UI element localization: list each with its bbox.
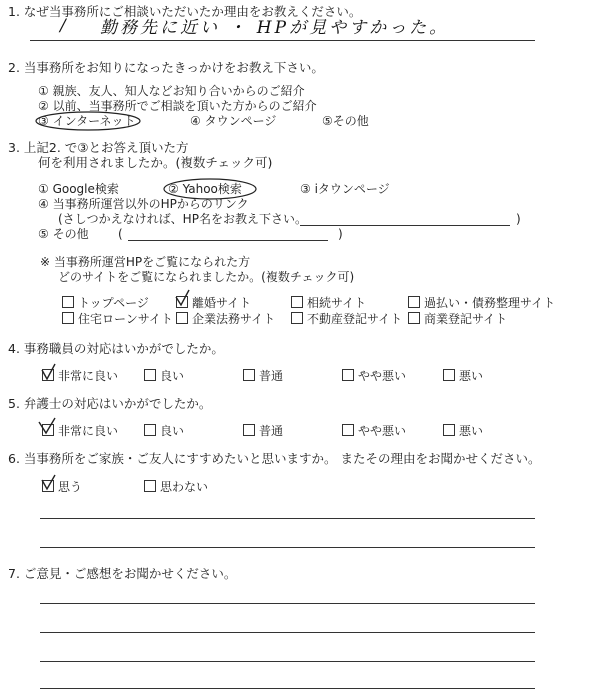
q3-question-line1: 3. 上記2. で③とお答え頂いた方 <box>8 140 189 155</box>
q3-option-yahoo: ② Yahoo検索 <box>168 182 242 196</box>
site-divorce-check <box>176 290 189 305</box>
site-divorce[interactable]: 離婚サイト <box>176 296 251 309</box>
q5-rating-very-good[interactable]: 非常に良い <box>42 424 118 437</box>
site-inheritance[interactable]: 相続サイト <box>291 296 366 309</box>
q3-option-google: ① Google検索 <box>38 182 119 196</box>
q3-question-line2: 何を利用されましたか。(複数チェック可) <box>38 155 273 170</box>
q6-option-no[interactable]: 思わない <box>144 480 208 493</box>
q5-question: 5. 弁護士の対応はいかがでしたか。 <box>8 396 212 411</box>
q3-option-5-open-paren: ( <box>118 227 123 241</box>
site-commercial[interactable]: 商業登記サイト <box>408 312 507 325</box>
site-top-page[interactable]: トップページ <box>62 296 149 309</box>
q6-question: 6. 当事務所をご家族・ご友人にすすめたいと思いますか。 またその理由をお聞かせください。 <box>8 451 541 466</box>
q4-rating-very-good[interactable]: 非常に良い <box>42 369 118 382</box>
q5-rating-somewhat-bad[interactable]: やや悪い <box>342 424 406 437</box>
q1-answer-mark: / <box>60 16 69 36</box>
q4-rating-bad[interactable]: 悪い <box>443 369 483 382</box>
q3-note-line2: どのサイトをご覧になられましたか。(複数チェック可) <box>58 270 355 284</box>
q2-option-2: ② 以前、当事務所でご相談を頂いた方からのご紹介 <box>38 99 317 113</box>
q4-rating-somewhat-bad[interactable]: やや悪い <box>342 369 406 382</box>
q4-rating-normal[interactable]: 普通 <box>243 369 283 382</box>
q3-option-4-line1: ④ 当事務所運営以外のHPからのリンク <box>38 197 249 211</box>
q3-option-4-line2: (さしつかえなければ、HP名をお教え下さい。 <box>58 212 307 226</box>
q6-yes-check <box>42 475 55 489</box>
q3-yahoo-circle <box>164 179 256 199</box>
q3-option-5: ⑤ その他 <box>38 227 89 241</box>
q2-option-1: ① 親族、友人、知人などお知り合いからのご紹介 <box>38 84 305 98</box>
q5-rating-normal[interactable]: 普通 <box>243 424 283 437</box>
q5-very-good-check <box>39 418 55 433</box>
site-debt[interactable]: 過払い・債務整理サイト <box>408 296 555 309</box>
site-corporate[interactable]: 企業法務サイト <box>176 312 275 325</box>
q3-hp-close-paren: ) <box>516 212 521 226</box>
q2-option-5: ⑤その他 <box>322 114 369 128</box>
q2-internet-circle <box>36 112 140 130</box>
q5-rating-good[interactable]: 良い <box>144 424 184 437</box>
q1-answer-handwriting: 勤務先に近い ・ HPが見やすかった。 <box>100 18 450 38</box>
q4-very-good-check <box>42 364 55 379</box>
q3-option-5-close-paren: ) <box>338 227 343 241</box>
site-housing-loan[interactable]: 住宅ローンサイト <box>62 312 173 325</box>
q2-option-4: ④ タウンページ <box>190 114 277 128</box>
q3-note-line1: ※ 当事務所運営HPをご覧になられた方 <box>40 255 251 269</box>
q3-option-itownpage: ③ iタウンページ <box>300 182 390 196</box>
q1-question: 1. なぜ当事務所にご相談いただいたか理由をお教えください。 <box>8 4 362 19</box>
q2-option-3: ③ インターネット <box>38 114 136 128</box>
q5-rating-bad[interactable]: 悪い <box>443 424 483 437</box>
q7-question: 7. ご意見・ご感想をお聞かせください。 <box>8 566 237 581</box>
site-real-estate[interactable]: 不動産登記サイト <box>291 312 402 325</box>
q2-question: 2. 当事務所をお知りになったきっかけをお教え下さい。 <box>8 60 324 75</box>
q4-question: 4. 事務職員の対応はいかがでしたか。 <box>8 341 224 356</box>
q4-rating-good[interactable]: 良い <box>144 369 184 382</box>
q6-option-yes[interactable]: 思う <box>42 480 82 493</box>
